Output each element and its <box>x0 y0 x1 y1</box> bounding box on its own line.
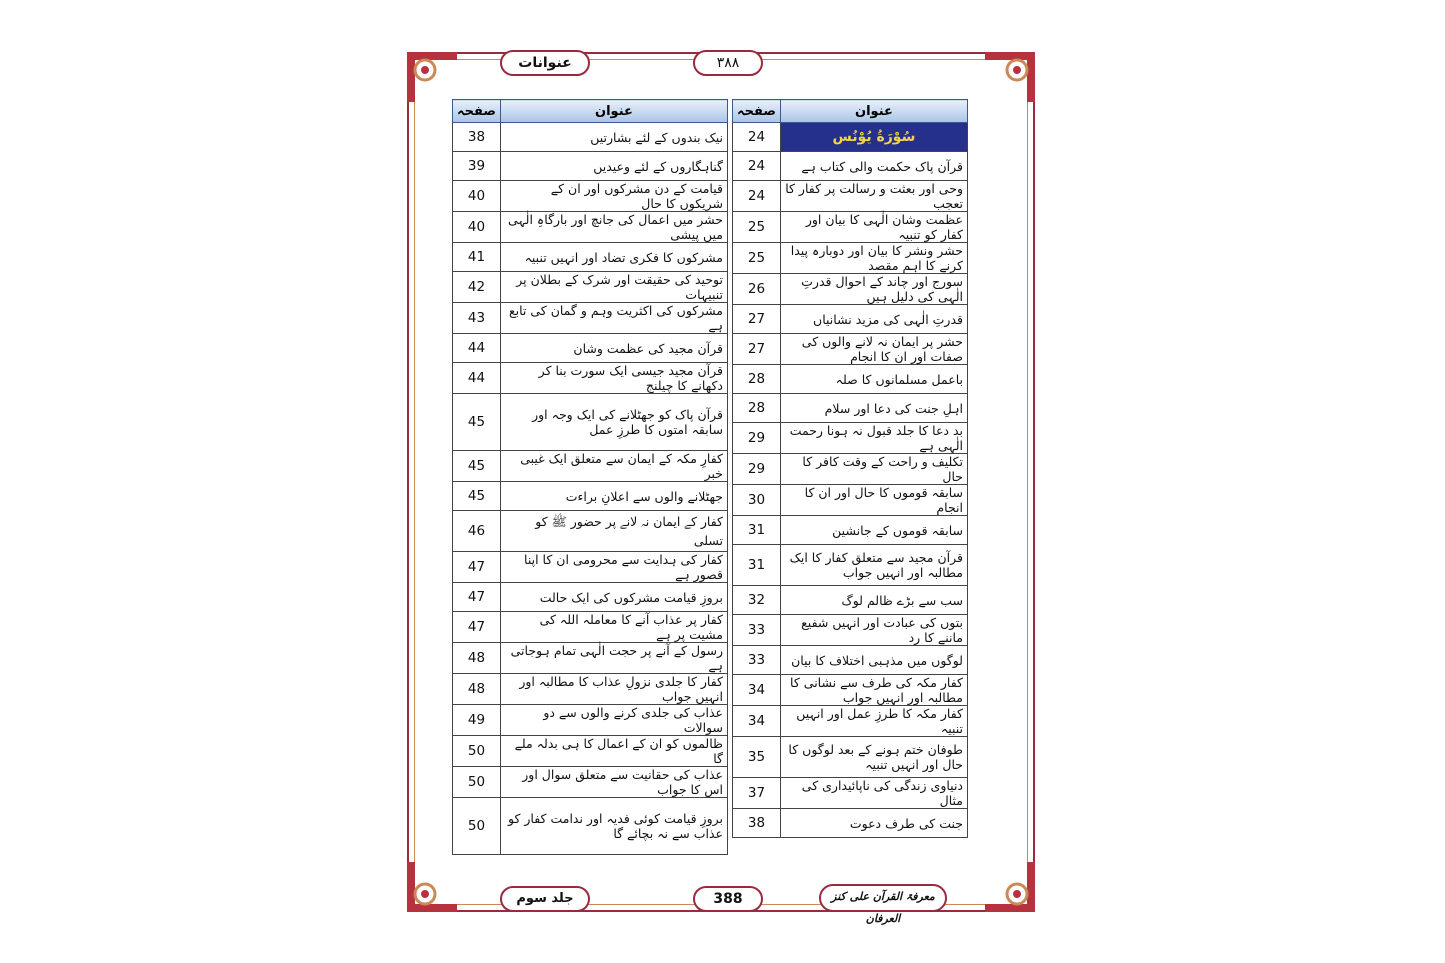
table-row <box>733 334 968 365</box>
row-title: تکلیف و راحت کے وقت کافر کا حال <box>780 454 967 485</box>
row-page-number: 30 <box>733 485 781 516</box>
row-title: باعمل مسلمانوں کا صلہ <box>780 365 967 394</box>
row-page-number: 32 <box>733 586 781 615</box>
row-title: عظمت وشان الٰہی کا بیان اور کفار کو تنبیہ <box>780 212 967 243</box>
row-title: مشرکوں کا فکری تضاد اور انہیں تنبیہ <box>500 243 727 272</box>
table-row <box>453 583 728 612</box>
book-page <box>407 52 1035 925</box>
row-page-number: 28 <box>733 394 781 423</box>
table-row <box>453 736 728 767</box>
row-page-number: 48 <box>453 674 501 705</box>
row-page-number: 29 <box>733 423 781 454</box>
row-page-number: 31 <box>733 545 781 586</box>
row-title: کفارِ مکہ کے ایمان سے متعلق ایک غیبی خبر <box>500 451 727 482</box>
table-row <box>453 798 728 855</box>
table-row <box>453 123 728 152</box>
page-column-header: صفحہ <box>453 100 501 123</box>
row-page-number: 34 <box>733 706 781 737</box>
row-page-number: 24 <box>733 181 781 212</box>
row-title: بد دعا کا جلد قبول نہ ہونا رحمت الٰہی ہے <box>780 423 967 454</box>
corner-ornament-icon <box>981 858 1039 916</box>
corner-ornament-icon <box>981 48 1039 106</box>
row-title: دنیاوی زندگی کی ناپائیداری کی مثال <box>780 778 967 809</box>
row-title: قرآن پاک کو جھٹلانے کی ایک وجہ اور سابقہ امتوں کا طرزِ عمل <box>500 394 727 451</box>
row-page-number: 40 <box>453 212 501 243</box>
row-page-number: 33 <box>733 646 781 675</box>
row-page-number: 45 <box>453 482 501 511</box>
table-row <box>453 243 728 272</box>
row-title: جھٹلانے والوں سے اعلانِ براءت <box>500 482 727 511</box>
row-title: سابقہ قوموں کا حال اور ان کا انجام <box>780 485 967 516</box>
table-row <box>733 615 968 646</box>
page-column-header: صفحہ <box>733 100 781 123</box>
table-row <box>733 152 968 181</box>
row-title: کفار مکہ کا طرزِ عمل اور انہیں تنبیہ <box>780 706 967 737</box>
row-title: جنت کی طرف دعوت <box>780 809 967 838</box>
row-page-number: 49 <box>453 705 501 736</box>
table-row <box>733 181 968 212</box>
volume-label: جلد سوم <box>500 886 590 912</box>
table-row <box>453 767 728 798</box>
table-row <box>733 586 968 615</box>
row-page-number: 34 <box>733 675 781 706</box>
table-row <box>733 274 968 305</box>
row-page-number: 37 <box>733 778 781 809</box>
table-row <box>453 612 728 643</box>
table-row <box>453 451 728 482</box>
row-title: ظالموں کو ان کے اعمال کا ہی بدلہ ملے گا <box>500 736 727 767</box>
row-page-number: 27 <box>733 334 781 365</box>
row-page-number: 40 <box>453 181 501 212</box>
row-page-number: 28 <box>733 365 781 394</box>
table-row <box>453 511 728 552</box>
row-title: لوگوں میں مذہبی اختلاف کا بیان <box>780 646 967 675</box>
row-page-number: 39 <box>453 152 501 181</box>
row-page-number: 29 <box>733 454 781 485</box>
row-title: حشر پر ایمان نہ لانے والوں کی صفات اور ان کا انجام <box>780 334 967 365</box>
row-title: سورج اور چاند کے احوال قدرتِ الٰہی کی دلیل ہیں <box>780 274 967 305</box>
row-page-number: 50 <box>453 736 501 767</box>
row-title: کفار پر عذاب آنے کا معاملہ اللہ کی مشیت پر ہے <box>500 612 727 643</box>
table-row <box>453 705 728 736</box>
table-row <box>453 181 728 212</box>
row-page-number: 45 <box>453 394 501 451</box>
row-title: اہلِ جنت کی دعا اور سلام <box>780 394 967 423</box>
table-row <box>733 423 968 454</box>
row-title: عذاب کی حقانیت سے متعلق سوال اور اس کا جواب <box>500 767 727 798</box>
row-title: گناہگاروں کے لئے وعیدیں <box>500 152 727 181</box>
row-page-number: 38 <box>453 123 501 152</box>
row-page-number: 48 <box>453 643 501 674</box>
table-row <box>453 212 728 243</box>
row-title: رسول کے آنے پر حجت الٰہی تمام ہوجاتی ہے <box>500 643 727 674</box>
page-title: عنوانات <box>500 50 590 76</box>
table-row <box>733 243 968 274</box>
table-row <box>453 643 728 674</box>
row-page-number: 27 <box>733 305 781 334</box>
table-row <box>733 675 968 706</box>
row-title: قرآن مجید کی عظمت وشان <box>500 334 727 363</box>
row-title: قرآن مجید جیسی ایک سورت بنا کر دکھانے کا چیلنج <box>500 363 727 394</box>
row-page-number: 41 <box>453 243 501 272</box>
row-page-number: 50 <box>453 798 501 855</box>
row-title: وحی اور بعثت و رسالت پر کفار کا تعجب <box>780 181 967 212</box>
table-row <box>733 737 968 778</box>
row-title: کفار مکہ کی طرف سے نشانی کا مطالبہ اور انہیں جواب <box>780 675 967 706</box>
surah-page: 24 <box>733 123 781 152</box>
row-title: بتوں کی عبادت اور انہیں شفیع ماننے کا رد <box>780 615 967 646</box>
row-page-number: 24 <box>733 152 781 181</box>
table-row <box>453 363 728 394</box>
row-page-number: 47 <box>453 552 501 583</box>
row-title: قرآن مجید سے متعلق کفار کا ایک مطالبہ اور انہیں جواب <box>780 545 967 586</box>
row-page-number: 50 <box>453 767 501 798</box>
row-title: عذاب کی جلدی کرنے والوں سے دو سوالات <box>500 705 727 736</box>
page-number-top: ۳۸۸ <box>693 50 763 76</box>
row-page-number: 31 <box>733 516 781 545</box>
table-row <box>453 272 728 303</box>
row-page-number: 35 <box>733 737 781 778</box>
row-page-number: 33 <box>733 615 781 646</box>
surah-row <box>733 123 968 152</box>
row-page-number: 46 <box>453 511 501 552</box>
row-title: قدرتِ الٰہی کی مزید نشانیاں <box>780 305 967 334</box>
contents-table-left <box>452 99 728 855</box>
table-row <box>453 303 728 334</box>
corner-ornament-icon <box>403 48 461 106</box>
row-title: حشر ونشر کا بیان اور دوبارہ پیدا کرنے کا اہم مقصد <box>780 243 967 274</box>
row-page-number: 42 <box>453 272 501 303</box>
book-name-logo: معرفۃ القرآن علی کنز العرفان <box>819 884 947 912</box>
row-page-number: 47 <box>453 612 501 643</box>
row-page-number: 43 <box>453 303 501 334</box>
row-page-number: 25 <box>733 212 781 243</box>
table-row <box>733 212 968 243</box>
row-page-number: 47 <box>453 583 501 612</box>
table-row <box>733 305 968 334</box>
row-page-number: 26 <box>733 274 781 305</box>
table-row <box>733 516 968 545</box>
row-title: بروزِ قیامت کوئی فدیہ اور ندامت کفار کو عذاب سے نہ بچائے گا <box>500 798 727 855</box>
table-row <box>453 482 728 511</box>
row-title: قرآن پاک حکمت والی کتاب ہے <box>780 152 967 181</box>
table-row <box>453 394 728 451</box>
title-column-header: عنوان <box>500 100 727 123</box>
table-row <box>733 394 968 423</box>
row-page-number: 44 <box>453 334 501 363</box>
contents-table-right <box>732 99 968 838</box>
table-row <box>733 778 968 809</box>
row-title: توحید کی حقیقت اور شرک کے بطلان پر تنبیہات <box>500 272 727 303</box>
table-row <box>733 809 968 838</box>
row-title: کفار کی ہدایت سے محرومی ان کا اپنا قصور ہے <box>500 552 727 583</box>
table-row <box>733 485 968 516</box>
row-title: نیک بندوں کے لئے بشارتیں <box>500 123 727 152</box>
row-title: حشر میں اعمال کی جانچ اور بارگاہِ الٰہی میں پیشی <box>500 212 727 243</box>
row-title: بروزِ قیامت مشرکوں کی ایک حالت <box>500 583 727 612</box>
table-row <box>733 706 968 737</box>
table-row <box>733 454 968 485</box>
row-title: کفار کے ایمان نہ لانے پر حضور ﷺ کو تسلی <box>500 511 727 552</box>
table-row <box>453 152 728 181</box>
corner-ornament-icon <box>403 858 461 916</box>
page-number-bottom: 388 <box>693 886 763 912</box>
row-title: مشرکوں کی اکثریت وہم و گمان کی تابع ہے <box>500 303 727 334</box>
table-row <box>733 545 968 586</box>
row-title: کفار کا جلدی نزولِ عذاب کا مطالبہ اور انہیں جواب <box>500 674 727 705</box>
row-title: سابقہ قوموں کے جانشین <box>780 516 967 545</box>
row-page-number: 45 <box>453 451 501 482</box>
table-row <box>453 334 728 363</box>
row-page-number: 38 <box>733 809 781 838</box>
row-page-number: 25 <box>733 243 781 274</box>
row-title: سب سے بڑے ظالم لوگ <box>780 586 967 615</box>
row-title: طوفان ختم ہونے کے بعد لوگوں کا حال اور انہیں تنبیہ <box>780 737 967 778</box>
row-title: قیامت کے دن مشرکوں اور ان کے شریکوں کا حال <box>500 181 727 212</box>
table-row <box>733 646 968 675</box>
title-column-header: عنوان <box>780 100 967 123</box>
table-row <box>733 365 968 394</box>
row-page-number: 44 <box>453 363 501 394</box>
table-row <box>453 674 728 705</box>
surah-title: سُوْرَةُ يُوْنُس <box>780 123 967 152</box>
table-row <box>453 552 728 583</box>
